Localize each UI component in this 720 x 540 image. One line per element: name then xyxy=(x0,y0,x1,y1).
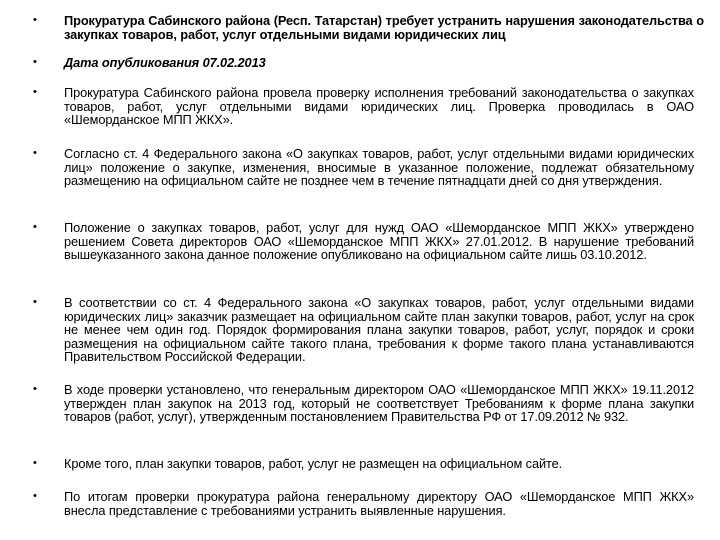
paragraph-text: Согласно ст. 4 Федерального закона «О закупках товаров, работ, услуг отдельными видами юридических лиц» положение о закупке, изменения, вносимые в указанное положение, подлежат обязательному размещению на официальном сайте не позднее чем в течение пятнадцати дней со дня утверждения. xyxy=(64,146,694,188)
document-title: Прокуратура Сабинского района (Респ. Татарстан) требует устранить нарушения законодательства о закупках товаров, работ, услуг отдельными видами юридических лиц xyxy=(64,13,704,42)
paragraph-text: Положение о закупках товаров, работ, услуг для нужд ОАО «Шеморданское МПП ЖКХ» утверждено решением Совета директоров ОАО «Шеморданское МПП ЖКХ» 27.01.2012. В нарушение требований вышеуказанного закона данное положение опубликовано на официальном сайте лишь 03.10.2012. xyxy=(64,220,694,262)
paragraph-text: По итогам проверки прокуратура района генеральному директору ОАО «Шеморданское МПП ЖКХ» внесла представление с требованиями устранить выявленные нарушения. xyxy=(64,489,694,518)
bullet-icon: • xyxy=(33,147,37,159)
bullet-icon: • xyxy=(33,296,37,308)
bullet-icon: • xyxy=(33,86,37,98)
bullet-icon: • xyxy=(33,490,37,502)
paragraph-text: В ходе проверки установлено, что генеральным директором ОАО «Шеморданское МПП ЖКХ» 19.11.2012 утвержден план закупок на 2013 год, который не соответствует Требованиям к форме плана закупки товаров (работ, услуг), утвержденным постановлением Правительства РФ от 17.09.2012 № 932. xyxy=(64,382,694,424)
bullet-icon: • xyxy=(33,14,37,26)
bullet-icon: • xyxy=(33,56,37,68)
bullet-icon: • xyxy=(33,383,37,395)
bullet-icon: • xyxy=(33,457,37,469)
paragraph-text: Прокуратура Сабинского района провела проверку исполнения требований законодательства о закупках товаров, работ, услуг отдельными видами юридических лиц. Проверка проводилась в ОАО «Шеморданское МПП ЖКХ». xyxy=(64,85,694,127)
paragraph-text: Кроме того, план закупки товаров, работ, услуг не размещен на официальном сайте. xyxy=(64,456,563,471)
bullet-icon: • xyxy=(33,221,37,233)
publication-date: Дата опубликования 07.02.2013 xyxy=(64,55,266,70)
paragraph-text: В соответствии со ст. 4 Федерального закона «О закупках товаров, работ, услуг отдельными видами юридических лиц» заказчик размещает на официальном сайте план закупки товаров, работ, услуг на срок не менее чем один год. Порядок формирования плана закупки товаров, работ, услуг, порядок и сроки размещения на официальном сайте такого плана, требования к форме такого плана устанавливаются Правительством Российской Федерации. xyxy=(64,295,694,364)
